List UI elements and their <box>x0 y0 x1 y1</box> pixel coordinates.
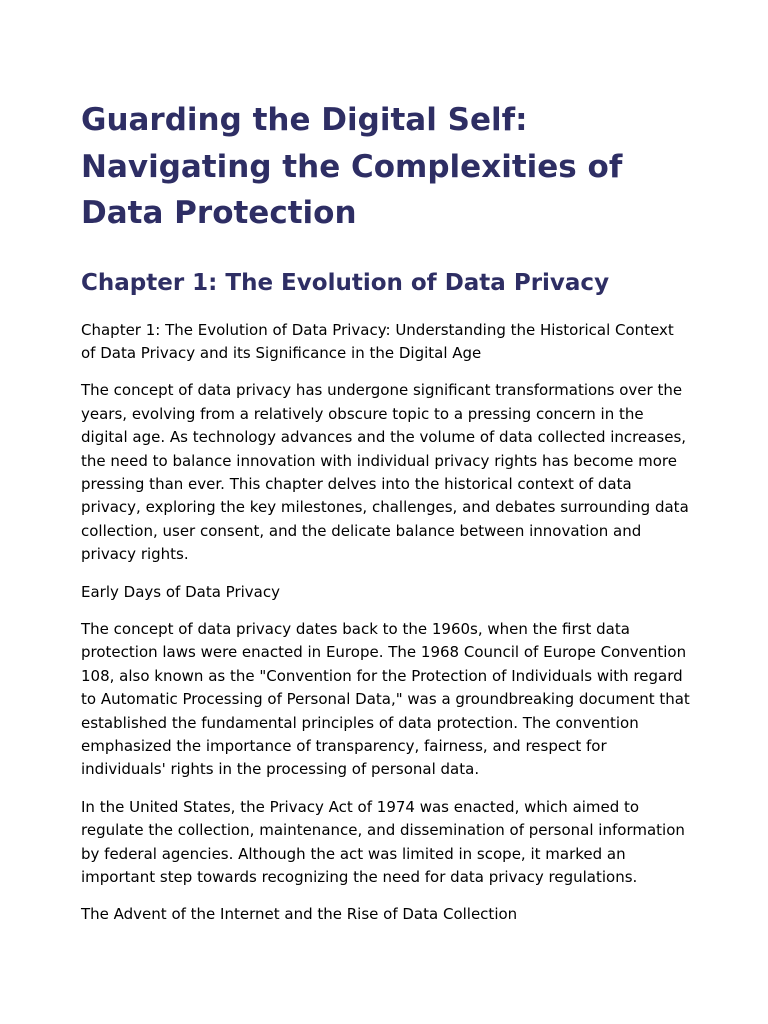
intro-paragraph: The concept of data privacy has undergone significant transformations over the years, evolving from a relatively obscure topic to a pressing concern in the digital age. As technology advances and the volume of data collected increases, the need to balance innovation with individual privacy rights has become more pressing than ever. This chapter delves into the historical context of data privacy, exploring the key milestones, challenges, and debates surrounding data collection, user consent, and the delicate balance between innovation and privacy rights. <box>81 381 689 564</box>
section-heading-internet: The Advent of the Internet and the Rise of Data Collection <box>81 905 518 924</box>
book-title: Guarding the Digital Self: Navigating the Complexities of Data Protection <box>81 102 623 231</box>
section-heading-early-days: Early Days of Data Privacy <box>81 582 280 601</box>
privacy-act-paragraph: In the United States, the Privacy Act of 1974 was enacted, which aimed to regulate the collection, maintenance, and dissemination of personal information by federal agencies. Although the act was limited in scope, it marked an important step towards recognizing the need for data privacy regulations. <box>81 797 685 887</box>
early-days-paragraph: The concept of data privacy dates back to the 1960s, when the first data protection laws were enacted in Europe. The 1968 Council of Europe Convention 108, also known as the "Convention for the Protection of Individuals with regard to Automatic Processing of Personal Data," was a groundbreaking document that established the fundamental principles of data protection. The convention emphasized the importance of transparency, fairness, and respect for individuals' rights in the processing of personal data. <box>81 619 690 779</box>
chapter-subtitle-paragraph: Chapter 1: The Evolution of Data Privacy: Understanding the Historical Context of Data Privacy and its Significance in the Digital Age <box>81 320 674 362</box>
document-page <box>81 97 691 927</box>
chapter-heading: Chapter 1: The Evolution of Data Privacy <box>81 269 610 296</box>
